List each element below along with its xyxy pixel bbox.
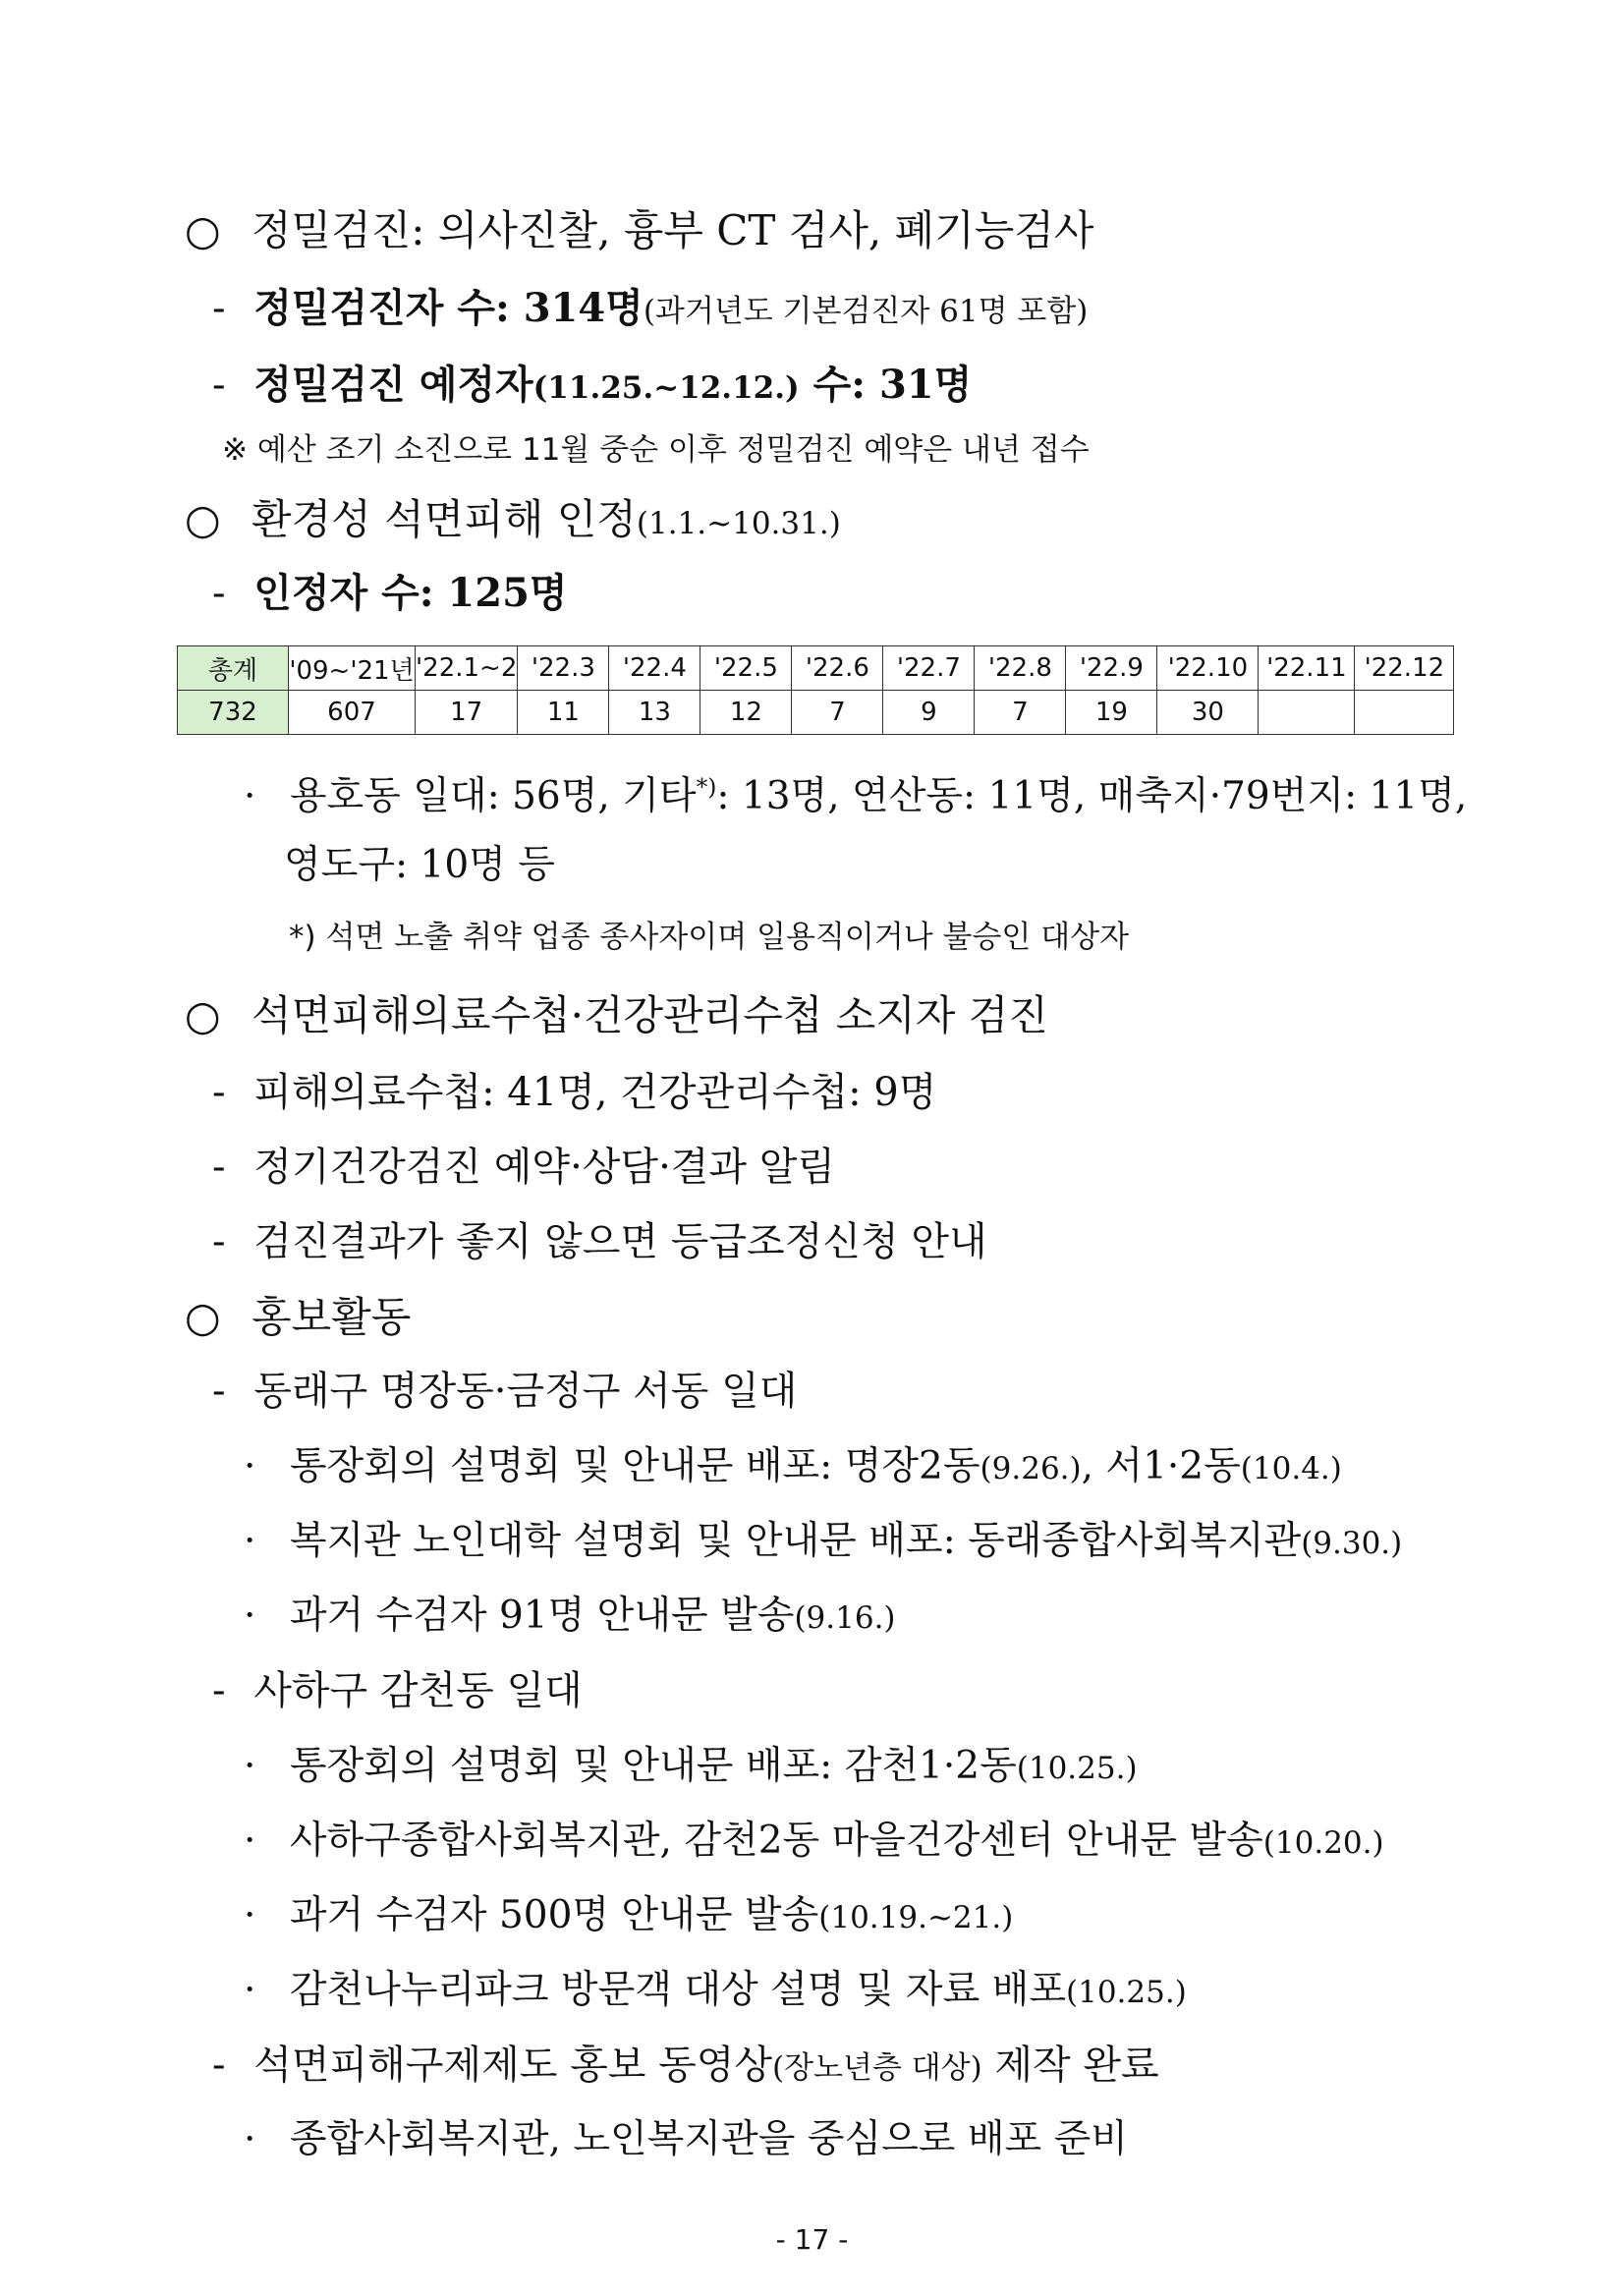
heading-text: 홍보활동 (252, 1293, 412, 1341)
dot-bullet: · (244, 1893, 256, 1937)
dash-bullet: - (212, 1369, 226, 1414)
table-header-cell: '22.4 (609, 646, 700, 691)
item-bold-end-text: 수: 31명 (799, 362, 973, 408)
page-number: - 17 - (775, 2223, 849, 2256)
bullet-text: 종합사회복지관, 노인복지관을 중심으로 배포 준비 (289, 2117, 1128, 2161)
date-text: (9.26.) (980, 1451, 1082, 1486)
group-small-text: (장노년층 대상) (771, 2050, 982, 2086)
group-saha (212, 1668, 583, 1713)
table-cell: 11 (518, 691, 609, 735)
group-video (212, 2043, 1159, 2088)
group-text: 석면피해구제제도 홍보 동영상 (253, 2043, 772, 2088)
item-handbook-count (212, 1070, 937, 1115)
table-header-cell: '22.5 (700, 646, 792, 691)
item-grade-adjustment (212, 1219, 987, 1264)
section-heading-asbestos-recognition (185, 495, 841, 543)
table-cell: 19 (1066, 691, 1157, 735)
dash-bullet: - (212, 1668, 226, 1713)
item-precision-exam-scheduled (212, 362, 973, 408)
bullet-text: 복지관 노인대학 설명회 및 안내문 배포: 동래종합사회복지관 (289, 1519, 1302, 1563)
table-cell: 30 (1157, 691, 1259, 735)
bullet-text: 용호동 일대: 56명, 기타 (289, 774, 697, 818)
bullet-saha-2 (244, 1819, 1384, 1863)
budget-note: ※ 예산 조기 소진으로 11월 중순 이후 정밀검진 예약은 내년 접수 (222, 432, 1090, 468)
dash-bullet: - (212, 363, 226, 408)
table-cell: 17 (416, 691, 518, 735)
footnote-text: *) 석면 노출 취약 업종 종사자이며 일용직이거나 불승인 대상자 (289, 920, 1130, 955)
item-precision-exam-count (212, 285, 1089, 331)
heading-text: 정밀검진: 의사진찰, 흉부 CT 검사, 폐기능검사 (252, 206, 1094, 254)
date-text: (10.25.) (1066, 1975, 1187, 2010)
bullet-text: 통장회의 설명회 및 안내문 배포: 명장2동 (289, 1444, 980, 1488)
bullet-text: 과거 수검자 500명 안내문 발송 (289, 1893, 819, 1937)
group-dongnae (212, 1369, 798, 1414)
bullet-saha-4 (244, 1968, 1187, 2012)
date-text: (9.16.) (794, 1600, 896, 1636)
bullet-text: 통장회의 설명회 및 안내문 배포: 감천1·2동 (289, 1744, 1017, 1788)
heading-text: 환경성 석면피해 인정 (252, 495, 637, 543)
item-bold-text: 정밀검진자 수: 314명 (253, 285, 644, 331)
table-header-cell: '22.7 (883, 646, 975, 691)
bullet-dongnae-1 (244, 1444, 1342, 1488)
item-text: 정기건강검진 예약·상담·결과 알림 (253, 1145, 836, 1190)
bullet-text-2: , 서1·2동 (1081, 1444, 1241, 1488)
bullet-text: 감천나누리파크 방문객 대상 설명 및 자료 배포 (289, 1968, 1067, 2012)
dash-bullet: - (212, 1070, 226, 1115)
dot-bullet: · (244, 1819, 256, 1863)
dash-bullet: - (212, 2043, 226, 2088)
circle-bullet: ○ (185, 206, 221, 254)
date-text: (10.25.) (1016, 1751, 1138, 1786)
table-cell: 12 (700, 691, 792, 735)
item-bold-text: 인정자 수: 125명 (253, 570, 568, 616)
group-text: 사하구 감천동 일대 (253, 1668, 583, 1713)
table-header-cell: '22.1~2 (416, 646, 518, 691)
table-cell: 607 (289, 691, 416, 735)
dash-bullet: - (212, 1219, 226, 1264)
bullet-dongnae-2 (244, 1519, 1403, 1563)
item-bold-small-text: (11.25.~12.12.) (532, 370, 800, 406)
table-header-cell: 총계 (178, 646, 289, 691)
bullet-text: 사하구종합사회복지관, 감천2동 마을건강센터 안내문 발송 (289, 1819, 1263, 1863)
bullet-region-breakdown-cont: 영도구: 10명 등 (284, 843, 555, 887)
section-heading-precision-exam (185, 206, 1094, 254)
dash-bullet: - (212, 286, 226, 331)
dot-bullet: · (244, 1744, 256, 1788)
dot-bullet: · (244, 2117, 256, 2161)
date-text: (10.19.~21.) (818, 1900, 1014, 1935)
table-cell: 7 (975, 691, 1066, 735)
circle-bullet: ○ (185, 991, 221, 1039)
item-recognized-count (212, 570, 568, 616)
recognition-stats-table (177, 645, 1454, 735)
table-cell (1259, 691, 1355, 735)
item-text: 검진결과가 좋지 않으면 등급조정신청 안내 (253, 1219, 987, 1264)
item-bold-text: 정밀검진 예정자 (253, 362, 533, 408)
table-header-cell: '22.8 (975, 646, 1066, 691)
dash-bullet: - (212, 1145, 226, 1190)
date-text-2: (10.4.) (1240, 1451, 1342, 1486)
table-row (178, 691, 1454, 735)
bullet-saha-1 (244, 1744, 1138, 1788)
bullet-video-1 (244, 2117, 1128, 2161)
table-header-cell: '22.3 (518, 646, 609, 691)
heading-small-text: (1.1.~10.31.) (636, 506, 841, 541)
date-text: (10.20.) (1262, 1825, 1384, 1861)
table-header-cell: '22.12 (1355, 646, 1454, 691)
dot-bullet: · (244, 1594, 256, 1638)
bullet-dongnae-3 (244, 1594, 896, 1638)
bullet-saha-3 (244, 1893, 1014, 1937)
item-regular-checkup (212, 1145, 836, 1190)
circle-bullet: ○ (185, 495, 221, 543)
table-cell (1355, 691, 1454, 735)
table-header-row (178, 646, 1454, 691)
table-header-cell: '09~'21년 (289, 646, 416, 691)
date-text: (9.30.) (1301, 1526, 1403, 1561)
section-heading-promotion (185, 1293, 412, 1341)
circle-bullet: ○ (185, 1293, 221, 1341)
bullet-region-breakdown (244, 773, 1468, 818)
dot-bullet: · (244, 1519, 256, 1563)
table-header-cell: '22.6 (792, 646, 883, 691)
footnote-mark: *) (696, 773, 717, 801)
dot-bullet: · (244, 1968, 256, 2012)
dot-bullet: · (244, 1444, 256, 1488)
table-cell: 732 (178, 691, 289, 735)
table-cell: 13 (609, 691, 700, 735)
dash-bullet: - (212, 571, 226, 616)
table-header-cell: '22.9 (1066, 646, 1157, 691)
table-header-cell: '22.11 (1259, 646, 1355, 691)
group-text: 동래구 명장동·금정구 서동 일대 (253, 1369, 798, 1414)
item-text: 피해의료수첩: 41명, 건강관리수첩: 9명 (253, 1070, 937, 1115)
table-cell: 9 (883, 691, 975, 735)
section-heading-handbook-exam (185, 991, 1048, 1039)
group-text-2: 제작 완료 (981, 2043, 1159, 2088)
table-header-cell: '22.10 (1157, 646, 1259, 691)
heading-text: 석면피해의료수첩·건강관리수첩 소지자 검진 (252, 991, 1048, 1039)
dot-bullet: · (244, 774, 256, 818)
bullet-text: 과거 수검자 91명 안내문 발송 (289, 1594, 795, 1638)
item-small-text: (과거년도 기본검진자 61명 포함) (643, 294, 1089, 329)
bullet-text-continued: : 13명, 연산동: 11명, 매축지·79번지: 11명, (716, 774, 1468, 818)
table-cell: 7 (792, 691, 883, 735)
